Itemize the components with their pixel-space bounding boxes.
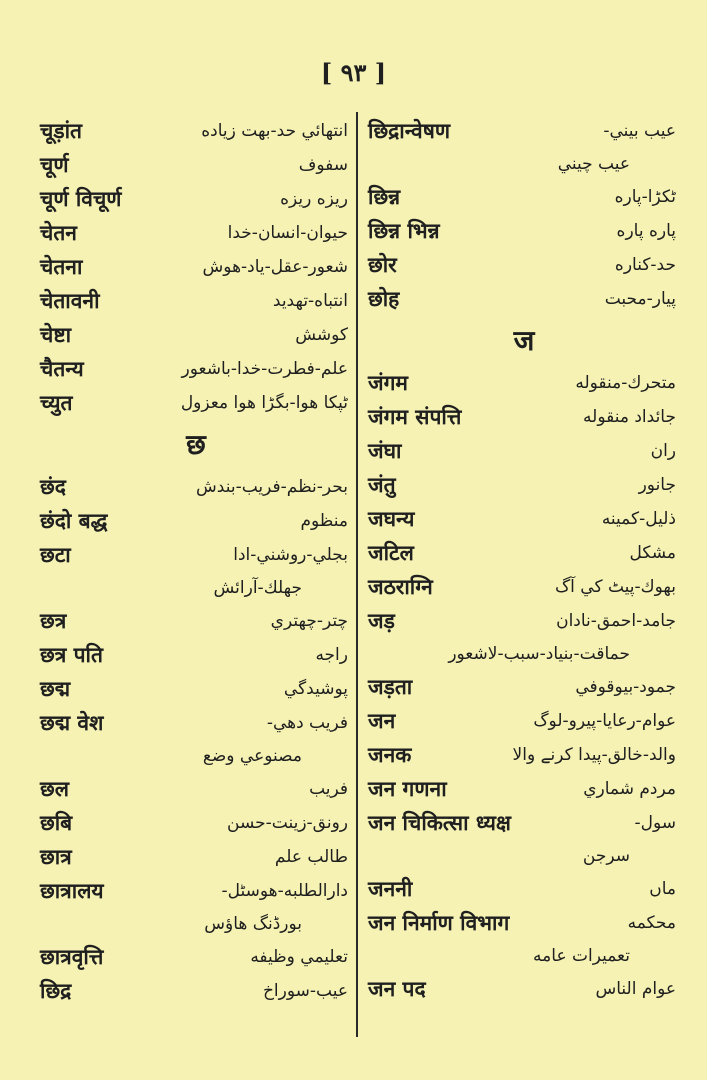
dictionary-entry	[368, 180, 680, 214]
dictionary-entry	[40, 604, 352, 638]
dictionary-entry	[368, 536, 680, 570]
entry-meaning-continued: جهلك-آرائش	[213, 578, 302, 598]
entry-meaning: مردم شماري	[583, 779, 676, 799]
entry-meaning: علم-فطرت-خدا-باشعور	[181, 359, 348, 379]
entry-headword: जटिल	[368, 541, 414, 565]
entry-meaning: جمود-بيوقوفي	[575, 677, 676, 697]
dictionary-entry	[40, 352, 352, 386]
entry-meaning: ريزه ريزه	[280, 189, 348, 209]
dictionary-entry	[40, 538, 352, 572]
entry-headword: चेष्टा	[40, 323, 72, 347]
entry-meaning: رونق-زينت-حسن	[227, 813, 348, 833]
dictionary-entry	[40, 974, 352, 1008]
dictionary-entry	[40, 148, 352, 182]
entry-meaning: چتر-چهتري	[270, 611, 348, 631]
entry-meaning: مشكل	[629, 543, 676, 563]
entry-meaning-continued: بورڈنگ هاؤس	[204, 914, 302, 934]
entry-meaning: عيب بيني-	[603, 121, 676, 141]
entry-meaning: سفوف	[298, 155, 348, 175]
left-column	[40, 114, 352, 1008]
dictionary-entry	[368, 872, 680, 906]
dictionary-entry	[40, 840, 352, 874]
entry-headword: जंगम	[368, 371, 408, 395]
entry-headword: छंद	[40, 475, 66, 499]
dictionary-entry	[40, 470, 352, 504]
dictionary-entry	[40, 806, 352, 840]
entry-meaning: جانور	[638, 475, 676, 495]
entry-headword: चूड़ांत	[40, 119, 82, 143]
dictionary-entry	[368, 400, 680, 434]
entry-headword: जड़ता	[368, 675, 413, 699]
entry-meaning: انتباه-تهديد	[272, 291, 348, 311]
entry-headword: जनक	[368, 743, 412, 767]
entry-meaning-continued: تعميرات عامه	[533, 946, 630, 966]
entry-meaning-continued: عيب چيني	[557, 154, 630, 174]
entry-meaning: كوشش	[295, 325, 348, 345]
entry-headword: छटा	[40, 543, 71, 567]
dictionary-entry	[368, 670, 680, 704]
dictionary-entry	[368, 772, 680, 806]
entry-meaning: جامد-احمق-نادان	[556, 611, 676, 631]
dictionary-entry	[368, 604, 680, 638]
entry-meaning: محكمه	[627, 913, 676, 933]
dictionary-entry	[40, 386, 352, 420]
dictionary-entry	[368, 214, 680, 248]
entry-headword: छात्रालय	[40, 879, 104, 903]
entry-meaning: سول-	[634, 813, 676, 833]
entry-meaning: عوام الناس	[595, 979, 676, 999]
entry-meaning: فريب دهي-	[266, 713, 348, 733]
entry-headword: जघन्य	[368, 507, 415, 531]
dictionary-entry	[368, 806, 680, 840]
dictionary-entry	[40, 114, 352, 148]
entry-headword: छद्म	[40, 677, 71, 701]
dictionary-entry	[40, 874, 352, 908]
entry-meaning: عوام-رعايا-پيرو-لوگ	[533, 711, 676, 731]
entry-meaning-continued: حماقت-بنياد-سبب-لاشعور	[448, 644, 630, 664]
entry-headword: चूर्ण	[40, 153, 69, 177]
entry-headword: जन चिकित्सा ध्यक्ष	[368, 811, 511, 835]
dictionary-entry	[368, 704, 680, 738]
entry-headword: चेतना	[40, 255, 83, 279]
entry-meaning: منظوم	[300, 511, 348, 531]
dictionary-entry	[368, 282, 680, 316]
entry-meaning: بجلي-روشني-ادا	[233, 545, 348, 565]
entry-meaning: والد-خالق-پيدا كرنے والا	[512, 745, 676, 765]
entry-meaning: ذليل-كمينه	[601, 509, 676, 529]
entry-headword: जड़	[368, 609, 395, 633]
section-letter: ज	[513, 324, 535, 357]
dictionary-entry	[40, 318, 352, 352]
entry-meaning: تعليمي وظيفه	[250, 947, 348, 967]
entry-headword: छंदो बद्ध	[40, 509, 108, 533]
entry-headword: जंघा	[368, 439, 402, 463]
entry-headword: जंतु	[368, 473, 396, 497]
dictionary-entry	[40, 284, 352, 318]
entry-meaning: دارالطلبه-هوسٹل-	[221, 881, 348, 901]
entry-headword: जन निर्माण विभाग	[368, 911, 510, 935]
entry-headword: छबि	[40, 811, 73, 835]
entry-meaning: طالب علم	[274, 847, 348, 867]
section-letter: छ	[186, 428, 206, 461]
dictionary-entry	[40, 638, 352, 672]
entry-meaning: راجه	[315, 645, 348, 665]
dictionary-entry	[368, 502, 680, 536]
dictionary-entry	[368, 906, 680, 940]
entry-meaning: جائداد منقوله	[583, 407, 676, 427]
entry-meaning-continued: سرجن	[582, 846, 630, 866]
entry-headword: छिद्रान्वेषण	[368, 119, 451, 143]
entry-meaning: ماں	[649, 879, 676, 899]
entry-meaning: بحر-نظم-فريب-بندش	[196, 477, 348, 497]
entry-headword: छिन्न	[368, 185, 401, 209]
entry-meaning: شعور-عقل-ياد-هوش	[202, 257, 348, 277]
dictionary-entry	[368, 366, 680, 400]
entry-headword: छात्र	[40, 845, 72, 869]
entry-meaning: انتهائي حد-بهت زياده	[201, 121, 348, 141]
dictionary-entry	[40, 216, 352, 250]
entry-headword: छिन्न भिन्न	[368, 219, 440, 243]
dictionary-entry	[368, 468, 680, 502]
dictionary-entry	[40, 182, 352, 216]
entry-headword: चेतन	[40, 221, 77, 245]
entry-meaning: پاره پاره	[616, 221, 676, 241]
entry-meaning: پيار-محبت	[604, 289, 676, 309]
column-divider	[356, 112, 358, 1037]
entry-headword: छिद्र	[40, 979, 72, 1003]
entry-headword: चेतावनी	[40, 289, 100, 313]
entry-headword: जंगम संपत्ति	[368, 405, 462, 429]
entry-meaning: پوشيدگي	[283, 679, 348, 699]
dictionary-entry	[368, 434, 680, 468]
entry-headword: च्युत	[40, 391, 73, 415]
dictionary-entry	[368, 248, 680, 282]
right-column	[368, 114, 680, 1006]
entry-headword: छोर	[368, 253, 397, 277]
dictionary-entry	[40, 706, 352, 740]
entry-headword: जन पद	[368, 977, 426, 1001]
dictionary-entry	[40, 772, 352, 806]
entry-headword: जन	[368, 709, 396, 733]
entry-meaning: فريب	[309, 779, 348, 799]
entry-headword: छात्रवृत्ति	[40, 945, 104, 969]
entry-meaning: عيب-سوراخ	[262, 981, 348, 1001]
entry-meaning: ٹكڑا-پاره	[614, 187, 676, 207]
dictionary-entry	[40, 672, 352, 706]
entry-meaning-continued: مصنوعي وضع	[202, 746, 302, 766]
entry-headword: जठराग्नि	[368, 575, 433, 599]
entry-meaning: متحرك-منقوله	[575, 373, 676, 393]
entry-headword: चूर्ण विचूर्ण	[40, 187, 122, 211]
entry-headword: छद्म वेश	[40, 711, 104, 735]
page-number: [ ۹۳ ]	[320, 58, 387, 87]
entry-meaning: ٹپكا هوا-بگڑا هوا معزول	[180, 393, 348, 413]
entry-headword: छत्र पति	[40, 643, 103, 667]
dictionary-entry	[40, 940, 352, 974]
entry-headword: चैतन्य	[40, 357, 84, 381]
entry-meaning: بهوك-پيٹ كي آگ	[554, 577, 676, 597]
dictionary-entry	[40, 504, 352, 538]
entry-meaning: حيوان-انسان-خدا	[227, 223, 348, 243]
entry-headword: जन गणना	[368, 777, 447, 801]
entry-headword: छल	[40, 777, 69, 801]
dictionary-entry	[368, 972, 680, 1006]
dictionary-entry	[368, 738, 680, 772]
entry-meaning: ران	[650, 441, 676, 461]
entry-headword: छोह	[368, 287, 400, 311]
entry-headword: जननी	[368, 877, 413, 901]
dictionary-entry	[368, 114, 680, 148]
dictionary-entry	[368, 570, 680, 604]
entry-headword: छत्र	[40, 609, 67, 633]
entry-meaning: حد-كناره	[614, 255, 676, 275]
dictionary-entry	[40, 250, 352, 284]
